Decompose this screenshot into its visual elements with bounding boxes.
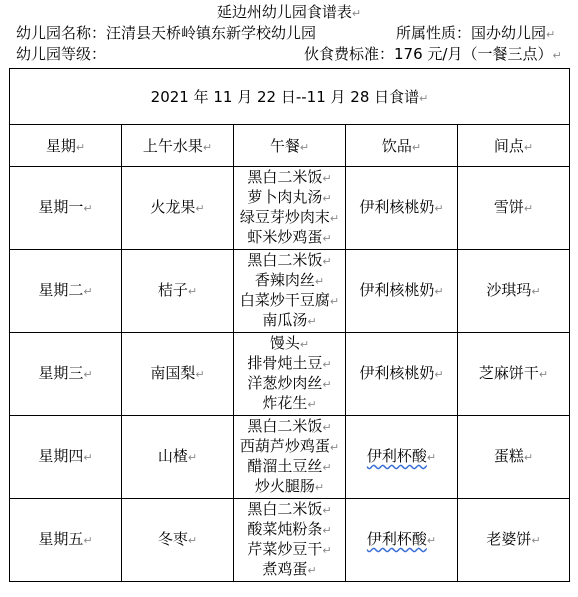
- lunch-dish: 煮鸡蛋↵: [262, 560, 317, 578]
- drink-cell: 伊利杯酸↵: [346, 416, 458, 499]
- lunch-dish: 黑白二米饭↵: [247, 500, 332, 518]
- fruit-cell: 火龙果↵: [122, 167, 234, 250]
- lunch-dish: 虾米炒鸡蛋↵: [247, 228, 332, 246]
- snack-cell: 沙琪玛↵: [458, 250, 570, 333]
- lunch-cell: [234, 250, 346, 333]
- lunch-dish: 绿豆芽炒肉末↵: [239, 208, 340, 226]
- day-cell: 星期五↵: [10, 499, 122, 582]
- table-row: [10, 416, 570, 499]
- lunch-cell: [234, 167, 346, 250]
- snack-cell: 芝麻饼干↵: [458, 333, 570, 416]
- lunch-dish: 西葫芦炒鸡蛋↵: [239, 437, 340, 455]
- lunch-cell: [234, 333, 346, 416]
- week-caption: 2021 年 11 月 22 日--11 月 28 日食谱↵: [10, 69, 570, 125]
- lunch-dish: 南瓜汤↵: [262, 311, 317, 329]
- page-title: 延边州幼儿园食谱表↵: [216, 3, 362, 21]
- fruit-cell: 冬枣↵: [122, 499, 234, 582]
- snack-cell: 蛋糕↵: [458, 416, 570, 499]
- fruit-cell: 桔子↵: [122, 250, 234, 333]
- lunch-dish: 萝卜肉丸汤↵: [247, 188, 332, 206]
- kindergarten-name: 幼儿园名称：汪清县天桥岭镇东新学校幼儿园: [16, 24, 317, 42]
- column-header: 上午水果↵: [122, 125, 234, 167]
- snack-cell: 雪饼↵: [458, 167, 570, 250]
- kindergarten-nature: 所属性质：国办幼儿园↵: [396, 24, 556, 42]
- fruit-cell: 山楂↵: [122, 416, 234, 499]
- lunch-dish: 黑白二米饭↵: [247, 168, 332, 186]
- lunch-dish: 酸菜炖粉条↵: [247, 520, 332, 538]
- column-header: 饮品↵: [346, 125, 458, 167]
- lunch-dish: 白菜炒干豆腐↵: [239, 291, 340, 309]
- lunch-dish: 黑白二米饭↵: [247, 417, 332, 435]
- lunch-dish: 炸花生↵: [262, 394, 317, 412]
- drink-cell: 伊利核桃奶↵: [346, 250, 458, 333]
- lunch-dish: 排骨炖土豆↵: [247, 354, 332, 372]
- kindergarten-grade: 幼儿园等级：: [16, 45, 107, 63]
- day-cell: 星期二↵: [10, 250, 122, 333]
- drink-cell: 伊利杯酸↵: [346, 499, 458, 582]
- day-cell: 星期三↵: [10, 333, 122, 416]
- drink-cell: 伊利核桃奶↵: [346, 167, 458, 250]
- menu-table: [9, 68, 570, 582]
- column-header: 星期↵: [10, 125, 122, 167]
- table-row: [10, 333, 570, 416]
- drink-cell: 伊利核桃奶↵: [346, 333, 458, 416]
- column-header: 间点↵: [458, 125, 570, 167]
- lunch-dish: 芹菜炒豆干↵: [247, 540, 332, 558]
- table-row: [10, 167, 570, 250]
- lunch-dish: 炒火腿肠↵: [254, 477, 325, 495]
- snack-cell: 老婆饼↵: [458, 499, 570, 582]
- lunch-dish: 香辣肉丝↵: [254, 271, 325, 289]
- lunch-cell: [234, 416, 346, 499]
- table-header-row: [10, 125, 570, 167]
- lunch-cell: [234, 499, 346, 582]
- meal-fee-standard: 伙食费标准：176 元/月（一餐三点）↵: [304, 45, 562, 63]
- lunch-dish: 洋葱炒肉丝↵: [247, 374, 332, 392]
- column-header: 午餐↵: [234, 125, 346, 167]
- day-cell: 星期一↵: [10, 167, 122, 250]
- lunch-dish: 馒头↵: [269, 334, 310, 352]
- table-row: [10, 499, 570, 582]
- lunch-dish: 黑白二米饭↵: [247, 251, 332, 269]
- day-cell: 星期四↵: [10, 416, 122, 499]
- lunch-dish: 醋溜土豆丝↵: [247, 457, 332, 475]
- table-row: [10, 250, 570, 333]
- fruit-cell: 南国梨↵: [122, 333, 234, 416]
- table-caption-row: [10, 69, 570, 125]
